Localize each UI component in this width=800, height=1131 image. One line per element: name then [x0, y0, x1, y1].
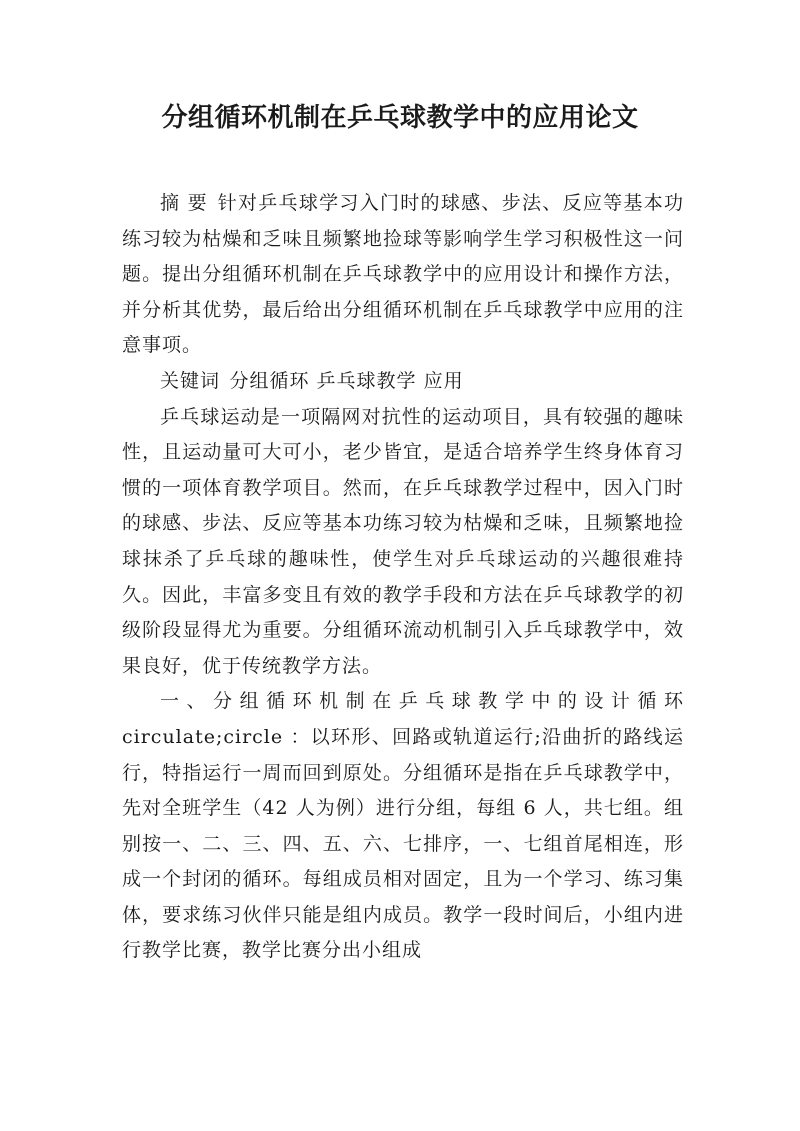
document-title: 分组循环机制在乒乓球教学中的应用论文	[161, 103, 639, 133]
abstract-paragraph	[122, 186, 684, 364]
abstract-label: 摘 要	[160, 192, 208, 214]
document-body	[122, 186, 684, 969]
abstract-text: 针对乒乓球学习入门时的球感、步法、反应等基本功练习较为枯燥和乏味且频繁地捡球等影响学生学习积极性这一问题。提出分组循环机制在乒乓球教学中的应用设计和操作方法，并分析其优势，最后给出分组循环机制在乒乓球教学中应用的注意事项。	[122, 192, 684, 357]
keywords-text: 分组循环 乒乓球教学 应用	[229, 369, 464, 392]
body-paragraph-intro: 乒乓球运动是一项隔网对抗性的运动项目，具有较强的趣味性，且运动量可大可小，老少皆宜，是适合培养学生终身体育习惯的一项体育教学项目。然而，在乒乓球教学过程中，因入门时的球感、步法、反应等基本功练习较为枯燥和乏味，且频繁地捡球抹杀了乒乓球的趣味性，使学生对乒乓球运动的兴趣很难持久。因此，丰富多变且有效的教学手段和方法在乒乓球教学的初级阶段显得尤为重要。分组循环流动机制引入乒乓球教学中，效果良好，优于传统教学方法。	[122, 405, 684, 677]
keywords-label: 关键词	[160, 369, 221, 392]
body-paragraph-section-one: 一、分组循环机制在乒乓球教学中的设计循环 circulate;circle ：以环形、回路或轨道运行;沿曲折的路线运行，特指运行一周而回到原处。分组循环是指在乒乓球教学中，先对全班学生（42 人为例）进行分组，每组 6 人，共七组。组别按一、二、三、四、五、六、七排序，一、七组首尾相连，形成一个封闭的循环。每组成员相对固定，且为一个学习、练习集体，要求练习伙伴只能是组内成员。教学一段时间后，小组内进行教学比赛，教学比赛分出小组成	[122, 690, 684, 962]
keywords-paragraph	[122, 364, 684, 400]
